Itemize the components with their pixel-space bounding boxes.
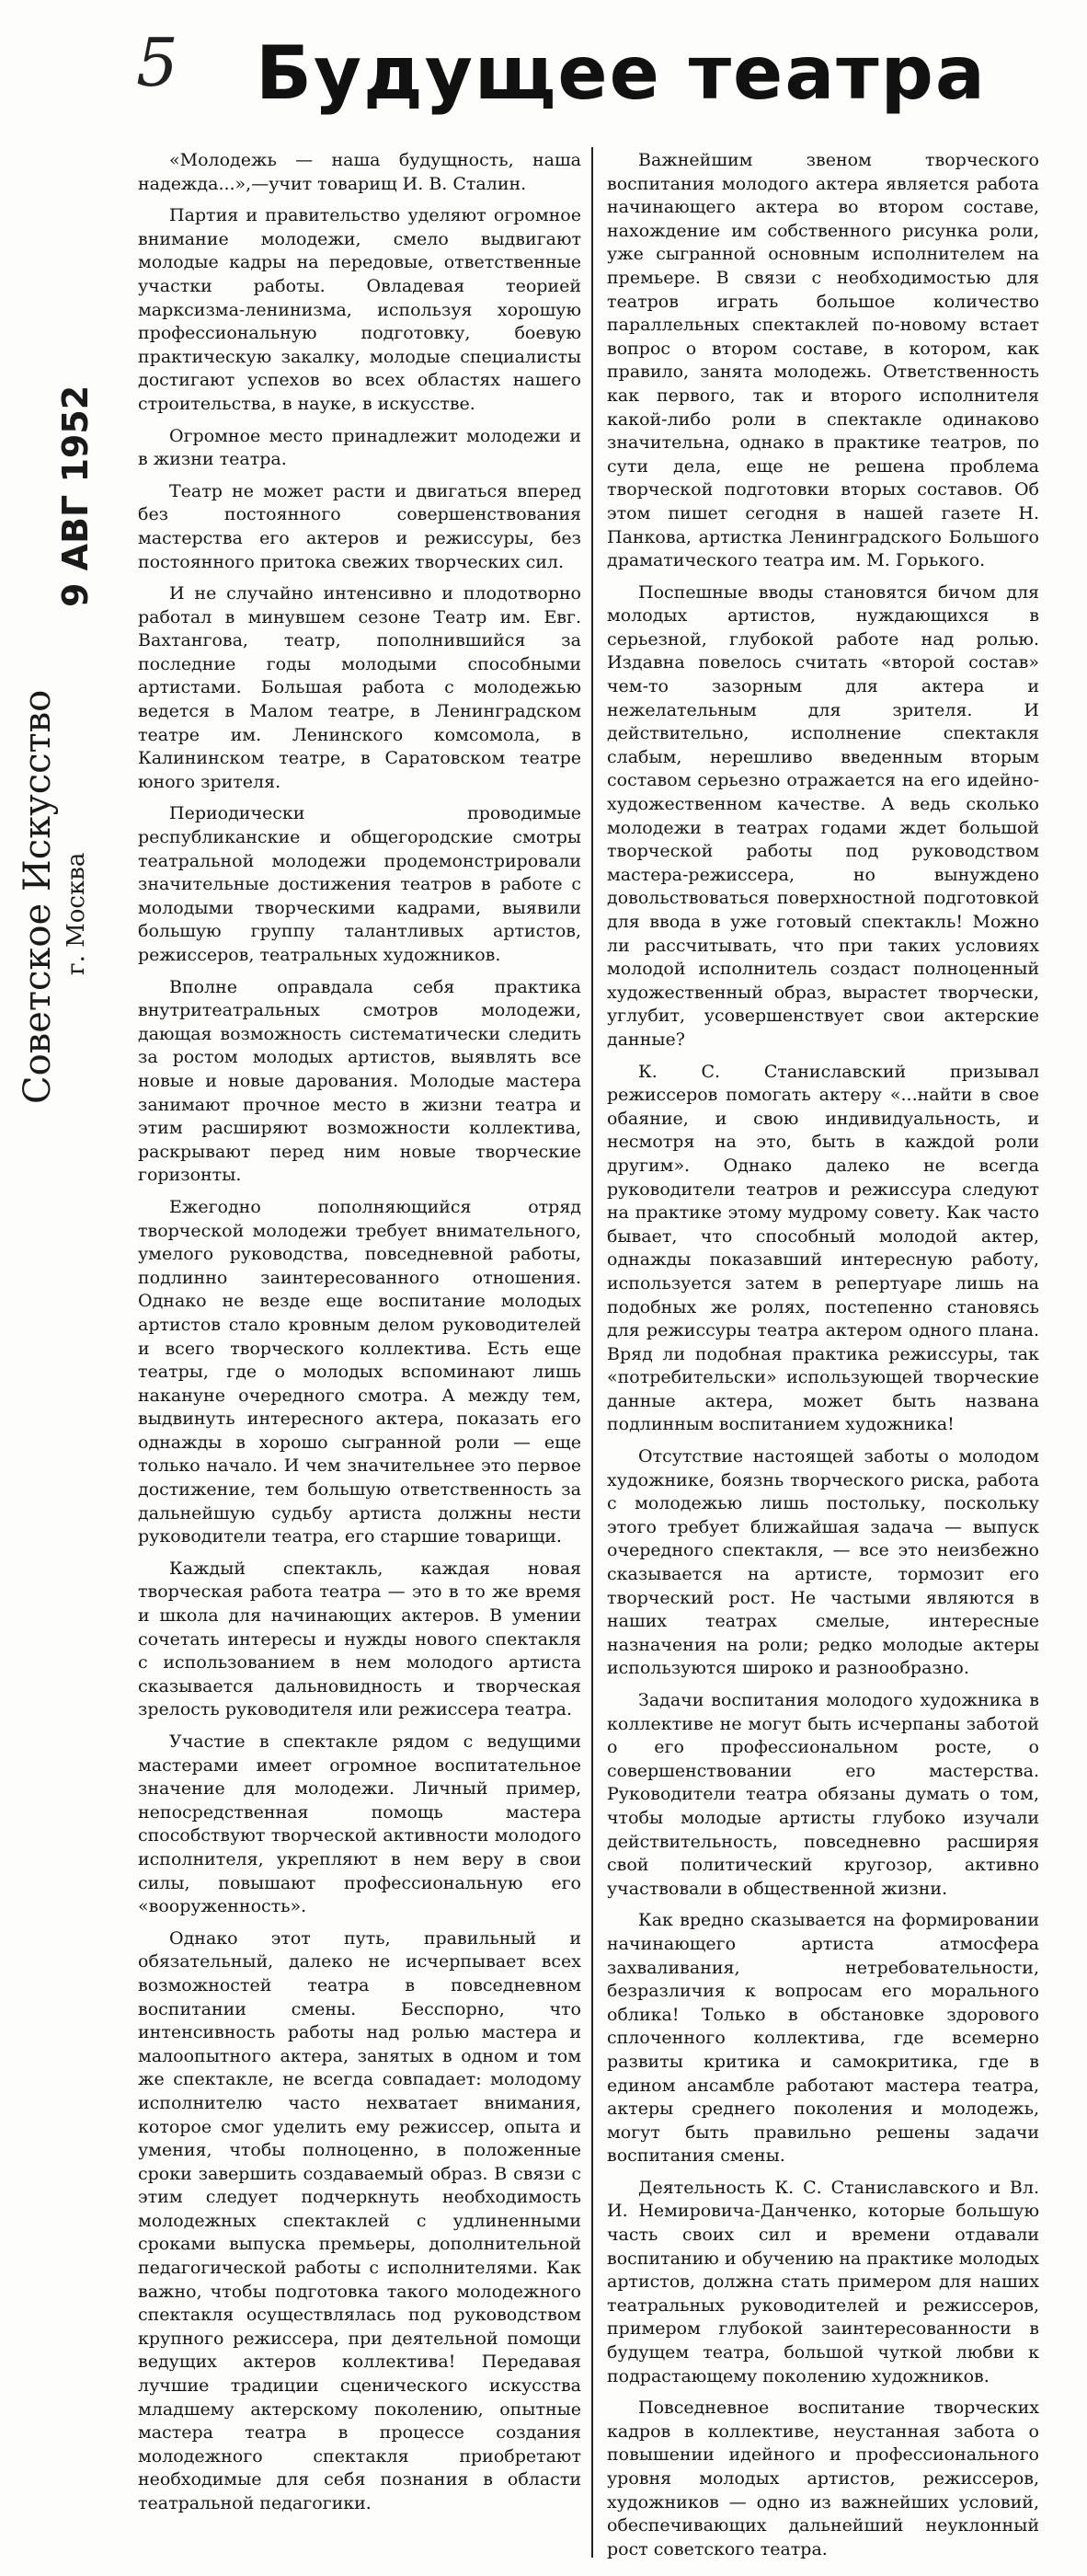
paragraph: Как вредно сказывается на формировании начинающего артиста атмосфера захваливания, нетребовательности, безразличия к вопросам его морального облика! Только в обстановке здорового сплоченного коллектива, где всемерно развиты критика и самокритика, где в едином ансамбле работают мастера театра, актеры среднего поколения и молодежь, могут быть правильно решены задачи воспитания смены. (607, 1910, 1039, 2167)
paragraph: Деятельность К. С. Станиславского и Вл. И. Немировича-Данченко, которые большую часть своих сил и времени отдавали воспитанию и обучению на практике молодых артистов, должна стать примером для наших театральных руководителей и режиссеров, примером глубокой заинтересованности в будущем театра, большой чуткой любви к подрастающему поколению художников. (607, 2177, 1039, 2386)
paragraph: Важнейшим звеном творческого воспитания молодого актера является работа начинающего актера во втором составе, нахождение им собственного рисунка роли, уже сыгранной основным исполнителем на премьере. В связи с необходимостью для театров играть большое количество параллельных спектаклей по-новому встает вопрос о втором составе, в котором, как правило, занята молодежь. Ответственность как первого, так и второго исполнителя какой-либо роли в спектакле одинаково значительна, однако в практике театров, по сути дела, еще не решена проблема творческой подготовки вторых составов. Об этом пишет сегодня в нашей газете Н. Панкова, артистка Ленинградского Большого драматического театра им. М. Горького. (607, 150, 1039, 571)
paragraph: Задачи воспитания молодого художника в коллективе не могут быть исчерпаны заботой о его профессиональном росте, о совершенствовании его мастерства. Руководители театра обязаны думать о том, чтобы молодые артисты глубоко изучали действительность, повседневно расширяя свой политический кругозор, активно участвовали в общественной жизни. (607, 1690, 1039, 1899)
paragraph: Огромное место принадлежит молодежи и в жизни театра. (138, 425, 581, 470)
paragraph: Каждый спектакль, каждая новая творческая работа театра — это в то же время и школа для начинающих актеров. В умении сочетать интересы и нужды нового спектакля с использованием в нем молодого артиста сказывается дальновидность и творческая зрелость руководителя или режиссера театра. (138, 1558, 581, 1720)
handwritten-page-number: 5 (136, 24, 178, 101)
paragraph: Повседневное воспитание творческих кадров в коллективе, неустанная забота о повышении идейного и профессионального уровня молодых артистов, режиссеров, художников — одно из важнейших условий, обеспечивающих дальнейший неуклонный рост советского театра. (607, 2398, 1039, 2559)
paragraph: Однако этот путь, правильный и обязательный, далеко не исчерпывает всех возможностей театра в повседневном воспитании смены. Бесспорно, что интенсивность работы над ролью мастера и малоопытного актера, занятых в одном и том же спектакле, не всегда совпадает: молодому исполнителю часто нехватает внимания, которое смог уделить ему режиссер, опыта и умения, чтобы полноценно, в положенные сроки завершить создаваемый образ. В связи с этим следует подчеркнуть необходимость молодежных спектаклей с удлиненными сроками выпуска премьеры, дополнительной педагогической работы с исполнителями. Как важно, чтобы подготовка такого молодежного спектакля осуществлялась под руководством крупного режиссера, при деятельной помощи ведущих актеров коллектива! Передавая лучшие традиции сценического искусства младшему актерскому поколению, опытные мастера театра в процессе создания молодежного спектакля приобретают необходимые для себя познания в области театральной педагогики. (138, 1927, 581, 2513)
stamp-date: 9 АВГ 1952 (55, 385, 96, 607)
paragraph: Отсутствие настоящей заботы о молодом художнике, боязнь творческого риска, работа с молодежью лишь постольку, поскольку этого требует ближайшая задача — выпуск очередного спектакля, — все это неизбежно сказывается на артисте, тормозит его творческий рост. Не частыми являются в наших театрах смелые, интересные назначения на роли; редко молодые актеры используются широко и разнообразно. (607, 1446, 1039, 1679)
paragraph: Театр не может расти и двигаться вперед без постоянного совершенствования мастерства его актеров и режиссуры, без постоянного притока свежих творческих сил. (138, 480, 581, 572)
paragraph: Вполне оправдала себя практика внутритеатральных смотров молодежи, дающая возможность систематически следить за ростом молодых артистов, выявлять все новые и новые дарования. Молодые мастера занимают прочное место в жизни театра и этим расширяют возможности коллектива, раскрывают перед ним новые творческие горизонты. (138, 976, 581, 1186)
paragraph: Поспешные вводы становятся бичом для молодых артистов, нуждающихся в серьезной, глубокой работе над ролью. Издавна повелось считать «второй состав» чем-то зазорным для актера и нежелательным для зрителя. И действительно, исполнение спектакля слабым, нерешливо введенным вторым составом серьезно отражается на его идейно-художественном качестве. А ведь сколько молодежи в театрах годами ждет большой творческой работы под руководством мастера-режиссера, но вынуждено довольствоваться поверхностной подготовкой для ввода в уже готовый спектакль! Можно ли рассчитывать, что при таких условиях молодой исполнитель создаст полноценный художественный образ, вырастет творчески, углубит, усовершенствует свои актерские данные? (607, 581, 1039, 1050)
article-headline: Будущее театра (256, 30, 987, 116)
paragraph: Ежегодно пополняющийся отряд творческой молодежи требует внимательного, умелого руководства, повседневной работы, подлинно заинтересованного отношения. Однако не везде еще воспитание молодых артистов стало кровным делом руководителей и всего творческого коллектива. Есть еще театры, где о молодых вспоминают лишь накануне очередного смотра. А между тем, выдвинуть интересного актера, показать его однажды в хорошо сыгранной роли — еще только начало. И чем значительнее это первое достижение, тем большую ответственность за дальнейшую судьбу артиста должны нести руководители театра, его старшие товарищи. (138, 1196, 581, 1547)
paragraph: И не случайно интенсивно и плодотворно работал в минувшем сезоне Театр им. Евг. Вахтангова, театр, пополнившийся за последние годы молодыми способными артистами. Большая работа с молодежью ведется в Малом театре, в Ленинградском театре им. Ленинского комсомола, в Калининском театре, в Саратовском театре юного зрителя. (138, 583, 581, 792)
stamp-newspaper-name: Советское Искусство (17, 689, 59, 1104)
paragraph: Участие в спектакле рядом с ведущими мастерами имеет огромное воспитательное значение для молодежи. Личный пример, непосредственная помощь мастера способствуют творческой активности молодого исполнителя, укрепляют в нем веру в свои силы, повышают профессиональную его «вооруженность». (138, 1731, 581, 1917)
archive-stamp (0, 0, 147, 1104)
column-divider (591, 147, 593, 2558)
stamp-city: г. Москва (63, 852, 90, 975)
article-column-left (138, 149, 581, 2516)
paragraph: Партия и правительство уделяют огромное внимание молодежи, смело выдвигают молодые кадры на передовые, ответственные участки работы. Овладевая теорией марксизма-ленинизма, используя хорошую профессиональную подготовку, боевую практическую закалку, молодые специалисты достигают успехов во всех областях нашего строительства, в науке, в искусстве. (138, 205, 581, 414)
article-column-right (607, 149, 1039, 2561)
paragraph: Периодически проводимые республиканские и общегородские смотры театральной молодежи продемонстрировали значительные достижения театров в работе с молодыми творческими кадрами, выявили большую группу талантливых артистов, режиссеров, театральных художников. (138, 803, 581, 965)
paragraph: К. С. Станиславский призывал режиссеров помогать актеру «...найти в свое обаяние, и свою индивидуальность, и несмотря на это, быть в каждой роли другим». Однако далеко не всегда руководители театров и режиссура следуют на практике этому мудрому совету. Как часто бывает, что способный молодой актер, однажды показавший интересную работу, используется затем в репертуаре лишь на подобных же ролях, постепенно становясь для режиссуры театра актером одного плана. Вряд ли подобная практика режиссуры, так «потребительски» использующей творческие данные актера, может быть названа подлинным воспитанием художника! (607, 1061, 1039, 1435)
paragraph: «Молодежь — наша будущность, наша надежда...»,—учит товарищ И. В. Сталин. (138, 150, 581, 194)
